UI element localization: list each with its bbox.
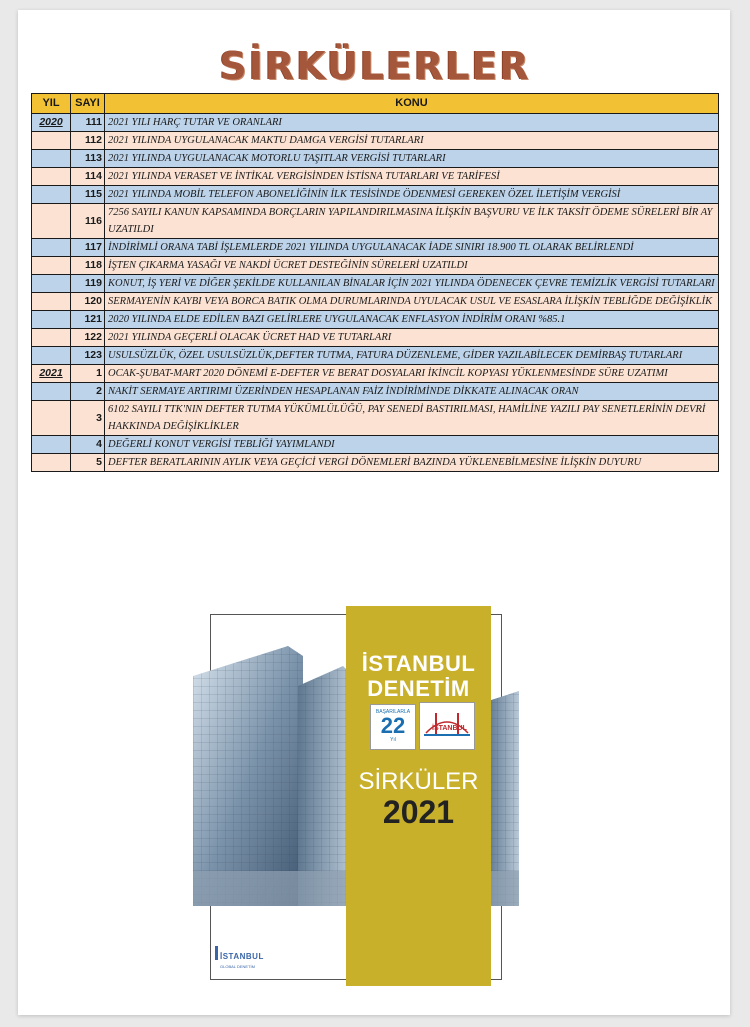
bridge-logo-label: İSTANBUL bbox=[432, 725, 467, 732]
header-number: SAYI bbox=[71, 94, 105, 114]
cell-number: 117 bbox=[71, 239, 105, 257]
cell-number: 113 bbox=[71, 150, 105, 168]
cell-number: 120 bbox=[71, 293, 105, 311]
badge-number: 22 bbox=[380, 713, 406, 738]
cell-subject: 2021 YILINDA VERASET VE İNTİKAL VERGİSİNDEN İSTİSNA TUTARLARI VE TARİFESİ bbox=[105, 168, 719, 186]
header-subject: KONU bbox=[105, 94, 719, 114]
cover-brand-line1: İSTANBUL bbox=[361, 651, 476, 676]
cell-subject: 2021 YILINDA UYGULANACAK MOTORLU TAŞITLAR VERGİSİ TUTARLARI bbox=[105, 150, 719, 168]
table-header-row bbox=[32, 94, 719, 114]
cell-subject: İNDİRİMLİ ORANA TABİ İŞLEMLERDE 2021 YILINDA UYGULANACAK İADE SINIRI 18.900 TL OLARAK BELİRLENDİ bbox=[105, 239, 719, 257]
table-row bbox=[32, 186, 719, 204]
badge-small-text: BAŞARILARLA bbox=[375, 709, 411, 715]
cell-year bbox=[32, 168, 71, 186]
table-body bbox=[32, 114, 719, 472]
cell-year bbox=[32, 401, 71, 436]
cell-year bbox=[32, 383, 71, 401]
cell-subject: KONUT, İŞ YERİ VE DİĞER ŞEKİLDE KULLANILAN BİNALAR İÇİN 2021 YILINDA ÖDENECEK ÇEVRE TEMİZLİK VERGİSİ TUTARLARI bbox=[105, 275, 719, 293]
cell-subject: 2021 YILI HARÇ TUTAR VE ORANLARI bbox=[105, 114, 719, 132]
cell-subject: DEFTER BERATLARININ AYLIK VEYA GEÇİCİ VERGİ DÖNEMLERİ BAZINDA YÜKLENEBİLMESİNE İLİŞKİN DUYURU bbox=[105, 454, 719, 472]
cell-number: 116 bbox=[71, 204, 105, 239]
table-row bbox=[32, 365, 719, 383]
cell-subject: 2021 YILINDA MOBİL TELEFON ABONELİĞİNİN İLK TESİSİNDE ÖDENMESİ GEREKEN ÖZEL İLETİŞİM VERGİSİ bbox=[105, 186, 719, 204]
footer-sub: GLOBAL DENETİM bbox=[220, 964, 255, 969]
header-year: YIL bbox=[32, 94, 71, 114]
table-row bbox=[32, 275, 719, 293]
table-row bbox=[32, 239, 719, 257]
cover-footer-logo bbox=[215, 946, 264, 969]
cell-number: 5 bbox=[71, 454, 105, 472]
cover-brand-line2: DENETİM bbox=[367, 676, 470, 701]
cell-number: 112 bbox=[71, 132, 105, 150]
cell-year bbox=[32, 150, 71, 168]
circulars-table bbox=[31, 93, 719, 472]
cell-number: 4 bbox=[71, 436, 105, 454]
cell-year: 2020 bbox=[32, 114, 71, 132]
table-row bbox=[32, 329, 719, 347]
cell-subject: USULSÜZLÜK, ÖZEL USULSÜZLÜK,DEFTER TUTMA, FATURA DÜZENLEME, GİDER YAZILABİLECEK DEMİRBAŞ TUTARLARI bbox=[105, 347, 719, 365]
table-row bbox=[32, 114, 719, 132]
table-row bbox=[32, 168, 719, 186]
footer-brand: İSTANBUL bbox=[220, 952, 264, 961]
cell-year bbox=[32, 347, 71, 365]
cell-subject: İŞTEN ÇIKARMA YASAĞI VE NAKDİ ÜCRET DESTEĞİNİN SÜRELERİ UZATILDI bbox=[105, 257, 719, 275]
cell-subject: 2021 YILINDA UYGULANACAK MAKTU DAMGA VERGİSİ TUTARLARI bbox=[105, 132, 719, 150]
cell-number: 2 bbox=[71, 383, 105, 401]
cell-number: 111 bbox=[71, 114, 105, 132]
bridge-logo-badge bbox=[419, 702, 475, 750]
table-row bbox=[32, 383, 719, 401]
table-row bbox=[32, 150, 719, 168]
cell-year bbox=[32, 293, 71, 311]
cell-number: 114 bbox=[71, 168, 105, 186]
table-row bbox=[32, 436, 719, 454]
cell-subject: 7256 SAYILI KANUN KAPSAMINDA BORÇLARIN YAPILANDIRILMASINA İLİŞKİN BAŞVURU VE İLK TAKSİT ÖDEME SÜRELERİ BİR AY UZATILDI bbox=[105, 204, 719, 239]
cell-subject: NAKİT SERMAYE ARTIRIMI ÜZERİNDEN HESAPLANAN FAİZ İNDİRİMİNDE DİKKATE ALINACAK ORAN bbox=[105, 383, 719, 401]
cell-subject: DEĞERLİ KONUT VERGİSİ TEBLİĞİ YAYIMLANDI bbox=[105, 436, 719, 454]
page-title: SİRKÜLERLER bbox=[219, 44, 531, 88]
cell-number: 118 bbox=[71, 257, 105, 275]
cover-yellow-panel bbox=[346, 606, 491, 986]
cell-year bbox=[32, 436, 71, 454]
table-row bbox=[32, 132, 719, 150]
table-row bbox=[32, 311, 719, 329]
cell-number: 122 bbox=[71, 329, 105, 347]
cover-sirkuler: SİRKÜLER bbox=[358, 768, 479, 795]
cell-number: 3 bbox=[71, 401, 105, 436]
table-row bbox=[32, 204, 719, 239]
cell-subject: 2021 YILINDA GEÇERLİ OLACAK ÜCRET HAD VE TUTARLARI bbox=[105, 329, 719, 347]
cell-number: 119 bbox=[71, 275, 105, 293]
cell-year bbox=[32, 311, 71, 329]
cover-year: 2021 bbox=[382, 794, 455, 830]
table-row bbox=[32, 293, 719, 311]
cell-year: 2021 bbox=[32, 365, 71, 383]
cell-number: 115 bbox=[71, 186, 105, 204]
cell-subject: 2020 YILINDA ELDE EDİLEN BAZI GELİRLERE UYGULANACAK ENFLASYON İNDİRİM ORANI %85.1 bbox=[105, 311, 719, 329]
table-row bbox=[32, 257, 719, 275]
cell-subject: 6102 SAYILI TTK'NIN DEFTER TUTMA YÜKÜMLÜLÜĞÜ, PAY SENEDİ BASTIRILMASI, HAMİLİNE YAZILI PAY SENETLERİNİN DEVRİ HAKKINDA DEĞİŞİKLİKLER bbox=[105, 401, 719, 436]
cover-image bbox=[193, 606, 519, 986]
cell-year bbox=[32, 257, 71, 275]
logo-mark-icon bbox=[215, 946, 218, 960]
cell-year bbox=[32, 239, 71, 257]
cell-year bbox=[32, 329, 71, 347]
cell-number: 121 bbox=[71, 311, 105, 329]
table-row bbox=[32, 454, 719, 472]
cell-subject: OCAK-ŞUBAT-MART 2020 DÖNEMİ E-DEFTER VE BERAT DOSYALARI İKİNCİL KOPYASI YÜKLENMESİNDE SÜRE UZATIMI bbox=[105, 365, 719, 383]
cell-year bbox=[32, 132, 71, 150]
anniversary-badge bbox=[370, 704, 416, 750]
cell-year bbox=[32, 275, 71, 293]
cell-number: 1 bbox=[71, 365, 105, 383]
cell-number: 123 bbox=[71, 347, 105, 365]
cell-year bbox=[32, 186, 71, 204]
cell-year bbox=[32, 454, 71, 472]
cell-subject: SERMAYENİN KAYBI VEYA BORCA BATIK OLMA DURUMLARINDA UYULACAK USUL VE ESASLARA İLİŞKİN TEBLİĞDE DEĞİŞİKLİK bbox=[105, 293, 719, 311]
cell-year bbox=[32, 204, 71, 239]
table-row bbox=[32, 401, 719, 436]
table-row bbox=[32, 347, 719, 365]
badge-unit: Yıl bbox=[390, 737, 396, 743]
